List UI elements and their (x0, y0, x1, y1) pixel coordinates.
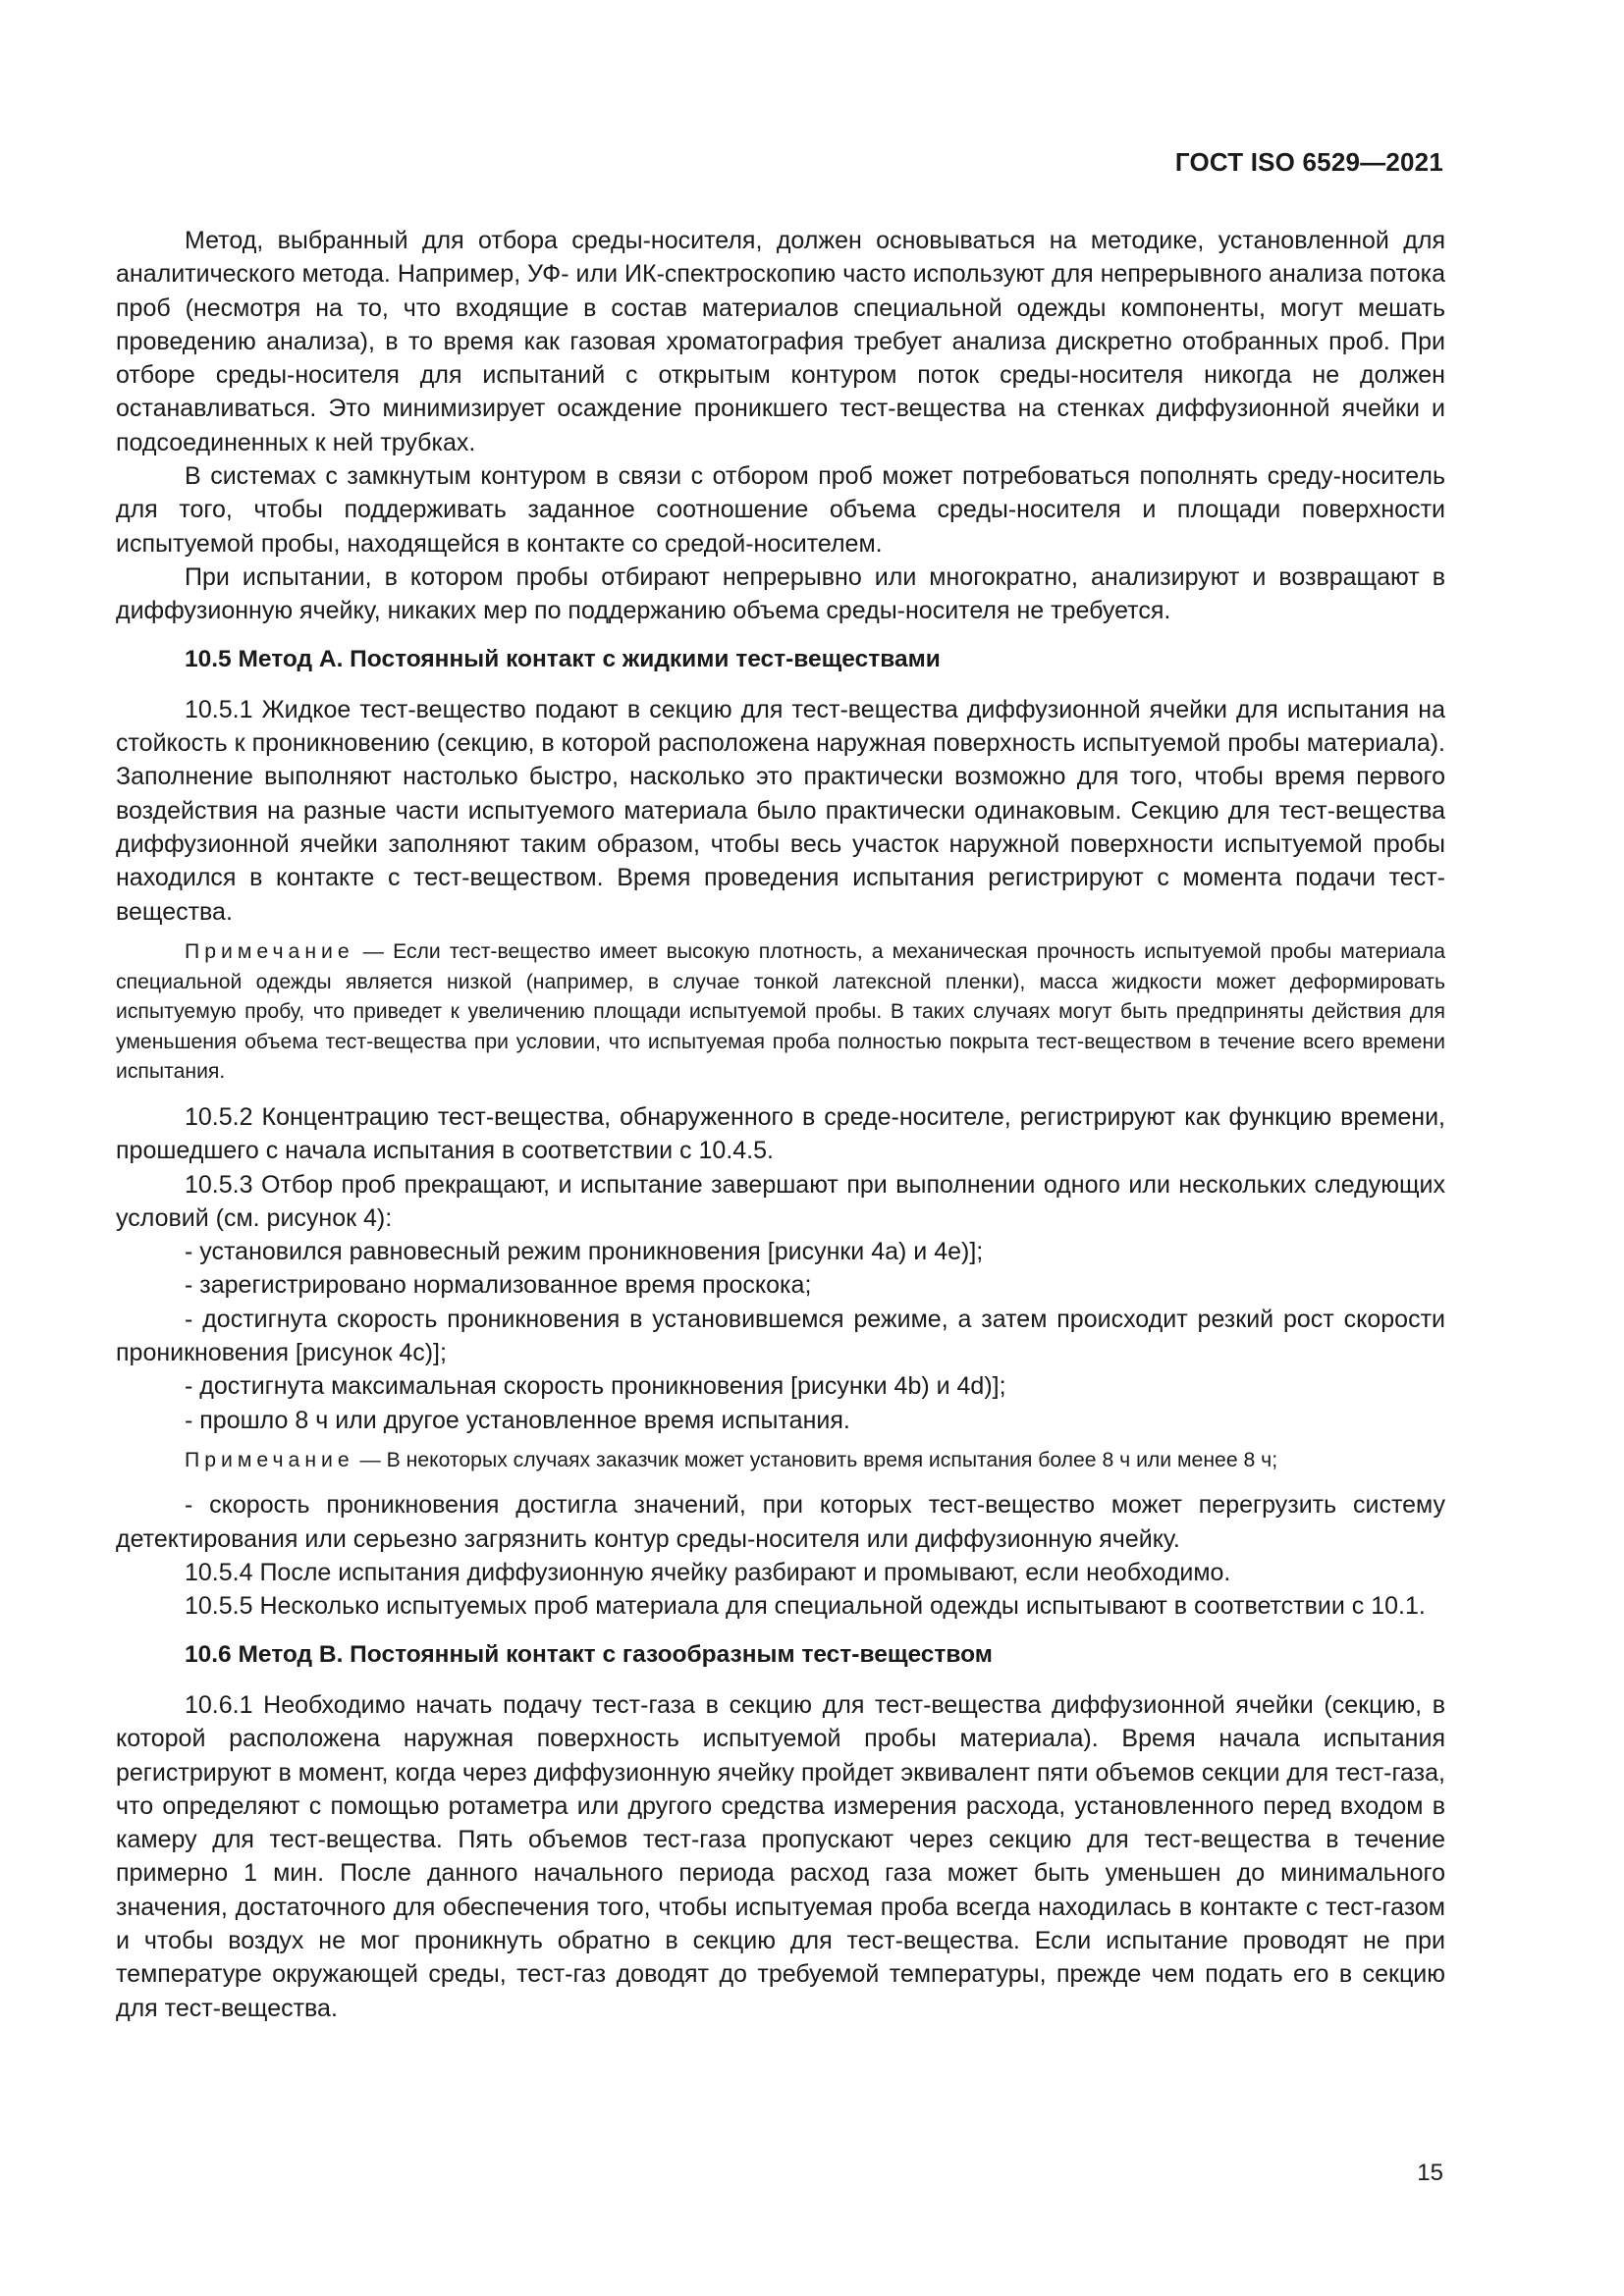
paragraph: 10.5.5 Несколько испытуемых проб материала для специальной одежды испытывают в соответствии с 10.1. (185, 1592, 1426, 1621)
paragraph: 10.5.1 Жидкое тест-вещество подают в секцию для тест-вещества диффузионной ячейки для испытания на стойкость к проникновению (секцию, в которой расположена наружная поверхность испытуемой пробы материала). Заполнение выполняют настолько быстро, насколько это практически возможно для того, чтобы время первого воздействия на разные части испытуемого материала было практически одинаковым. Секцию для тест-вещества диффузионной ячейки заполняют таким образом, чтобы весь участок наружной поверхности испытуемой пробы находился в контакте с тест-веществом. Время проведения испытания регистрируют с момента подачи тест-вещества. (116, 695, 1445, 926)
list-item: - установился равновесный режим проникновения [рисунки 4a) и 4e)]; (185, 1238, 984, 1266)
list-item: - достигнута максимальная скорость проникновения [рисунки 4b) и 4d)]; (185, 1372, 1006, 1401)
document-body (116, 224, 1445, 2025)
note-text: — Если тест-вещество имеет высокую плотность, а механическая прочность испытуемой пробы материала специальной одежды является низкой (например, в случае тонкой латексной пленки), масса жидкости может деформировать испытуемую пробу, что приведет к увеличению площади испытуемой пробы. В таких случаях могут быть предприняты действия для уменьшения объема тест-вещества при условии, что испытуемая проба полностью покрыта тест-веществом в течение всего времени испытания. (116, 939, 1445, 1084)
paragraph: 10.5.2 Концентрацию тест-вещества, обнаруженного в среде-носителе, регистрируют как функцию времени, прошедшего с начала испытания в соответствии с 10.4.5. (116, 1102, 1445, 1165)
section-heading-10-6: 10.6 Метод В. Постоянный контакт с газообразным тест-веществом (185, 1640, 993, 1668)
list-item: - зарегистрировано нормализованное время проскока; (185, 1271, 812, 1300)
document-header: ГОСТ ISO 6529—2021 (1174, 147, 1443, 177)
paragraph: 10.5.4 После испытания диффузионную ячейку разбирают и промывают, если необходимо. (185, 1559, 1231, 1587)
page-number: 15 (1417, 2160, 1443, 2186)
list-item: - достигнута скорость проникновения в установившемся режиме, а затем происходит резкий рост скорости проникновения [рисунок 4c)]; (116, 1305, 1445, 1366)
note (116, 937, 1445, 1088)
list-item: - скорость проникновения достигла значений, при которых тест-вещество может перегрузить систему детектирования или серьезно загрязнить контур среды-носителя или диффузионную ячейку. (116, 1491, 1445, 1553)
section-heading-10-5: 10.5 Метод А. Постоянный контакт с жидкими тест-веществами (185, 645, 941, 672)
note (116, 1446, 1445, 1476)
paragraph: 10.5.3 Отбор проб прекращают, и испытание завершают при выполнении одного или нескольких следующих условий (см. рисунок 4): (116, 1170, 1445, 1232)
paragraph: Метод, выбранный для отбора среды-носителя, должен основываться на методике, установленной для аналитического метода. Например, УФ- или ИК-спектроскопию часто используют для непрерывного анализа потока проб (несмотря на то, что входящие в состав материалов специальной одежды компоненты, могут мешать проведению анализа), в то время как газовая хроматография требует анализа дискретно отобранных проб. При отборе среды-носителя для испытаний с открытым контуром поток среды-носителя никогда не должен останавливаться. Это минимизирует осаждение проникшего тест-вещества на стенках диффузионной ячейки и подсоединенных к ней трубках. (116, 227, 1445, 456)
note-label: Примечание (185, 1448, 354, 1471)
paragraph: При испытании, в котором пробы отбирают непрерывно или многократно, анализируют и возвращают в диффузионную ячейку, никаких мер по поддержанию объема среды-носителя не требуется. (116, 562, 1445, 625)
list-item: - прошло 8 ч или другое установленное время испытания. (185, 1406, 850, 1434)
note-label: Примечание (185, 939, 354, 963)
paragraph: 10.6.1 Необходимо начать подачу тест-газа в секцию для тест-вещества диффузионной ячейки (секцию, в которой расположена наружная поверхность испытуемой пробы материала). Время начала испытания регистрируют в момент, когда через диффузионную ячейку пройдет эквивалент пяти объемов секции для тест-газа, что определяют с помощью ротаметра или другого средства измерения расхода, установленного перед входом в камеру для тест-вещества. Пять объемов тест-газа пропускают через секцию для тест-вещества в течение примерно 1 мин. После данного начального периода расход газа может быть уменьшен до минимального значения, достаточного для обеспечения того, чтобы испытуемая проба всегда находилась в контакте с тест-газом и чтобы воздух не мог проникнуть обратно в секцию для тест-вещества. Если испытание проводят не при температуре окружающей среды, тест-газ доводят до требуемой температуры, прежде чем подать его в секцию для тест-вещества. (116, 1690, 1445, 2022)
note-text: — В некоторых случаях заказчик может установить время испытания более 8 ч или менее 8 ч; (353, 1448, 1278, 1471)
paragraph: В системах с замкнутым контуром в связи с отбором проб может потребоваться пополнять среду-носитель для того, чтобы поддерживать заданное соотношение объема среды-носителя и площади поверхности испытуемой пробы, находящейся в контакте со средой-носителем. (116, 462, 1445, 558)
